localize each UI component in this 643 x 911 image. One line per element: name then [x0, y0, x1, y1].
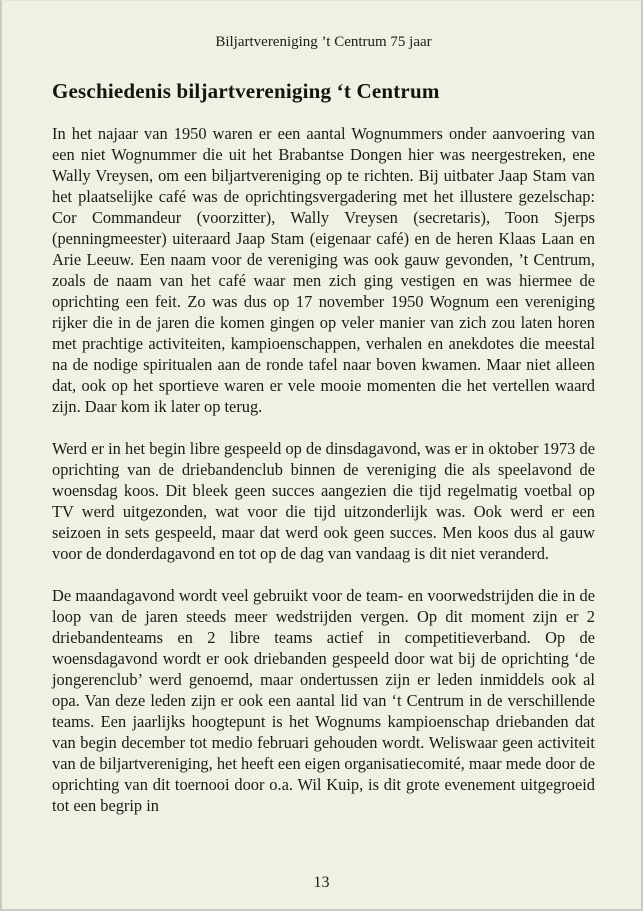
chapter-title: Geschiedenis biljartvereniging ‘t Centrum — [52, 79, 440, 103]
body-paragraph-1: In het najaar van 1950 waren er een aantal Wognummers onder aanvoering van een niet Wognummer die uit het Brabantse Dongen hier was neergestreken, ene Wally Vreysen, om een biljartvereniging op te richten. Bij uitbater Jaap Stam van het plaatselijke café was de oprichtingsvergadering met het illustere gezelschap: Cor Commandeur (voorzitter), Wally Vreysen (secretaris), Toon Sjerps (penningmeester) uiteraard Jaap Stam (eigenaar café) en de heren Klaas Laan en Arie Leeuw. Een naam voor de vereniging was ook gauw gevonden, ’t Centrum, zoals de naam van het café waar men zich ging vestigen en was hiermee de oprichting een feit. Zo was dus op 17 november 1950 Wognum een vereniging rijker die in de jaren die komen gingen op veler manier van zich zou laten horen met prachtige activiteiten, kampioenschappen, verhalen en anekdotes die meestal na de nodige spiritualen aan de ronde tafel naar boven kwamen. Maar niet alleen dat, ook op het sportieve waren er vele mooie momenten die het vertellen waard zijn. Daar kom ik later op terug. — [52, 124, 595, 416]
page-number: 13 — [313, 874, 330, 891]
body-paragraph-2: Werd er in het begin libre gespeeld op de dinsdagavond, was er in oktober 1973 de oprichting van de driebandenclub binnen de vereniging die als speelavond de woensdag koos. Dit bleek geen succes aangezien die tijd regelmatig voetbal op TV werd uitgezonden, wat voor die tijd uitzonderlijk was. Ook werd er een seizoen in sets gespeeld, maar dat werd ook geen succes. Men koos dus al gauw voor de donderdagavond en tot op de dag van vandaag is dit niet veranderd. — [52, 439, 595, 563]
running-header: Biljartvereniging ’t Centrum 75 jaar — [215, 34, 432, 50]
body-paragraph-3: De maandagavond wordt veel gebruikt voor de team- en voorwedstrijden die in de loop van de jaren steeds meer wedstrijden vergen. Op dit moment zijn er 2 driebandenteams en 2 libre teams actief in competitieverband. Op de woensdagavond wordt er ook driebanden gespeeld door wat bij de oprichting ‘de jongerenclub’ werd genoemd, maar ondertussen zijn er leden inmiddels ook al opa. Van deze leden zijn er ook een aantal lid van ‘t Centrum in de verschillende teams. Een jaarlijks hoogtepunt is het Wognums kampioenschap driebanden dat van begin december tot medio februari gehouden wordt. Weliswaar geen activiteit van de biljartvereniging, het heeft een eigen organisatiecomité, maar mede door de oprichting van dit toernooi door o.a. Wil Kuip, is dit grote evenement uitgegroeid tot een begrip in — [52, 586, 595, 815]
